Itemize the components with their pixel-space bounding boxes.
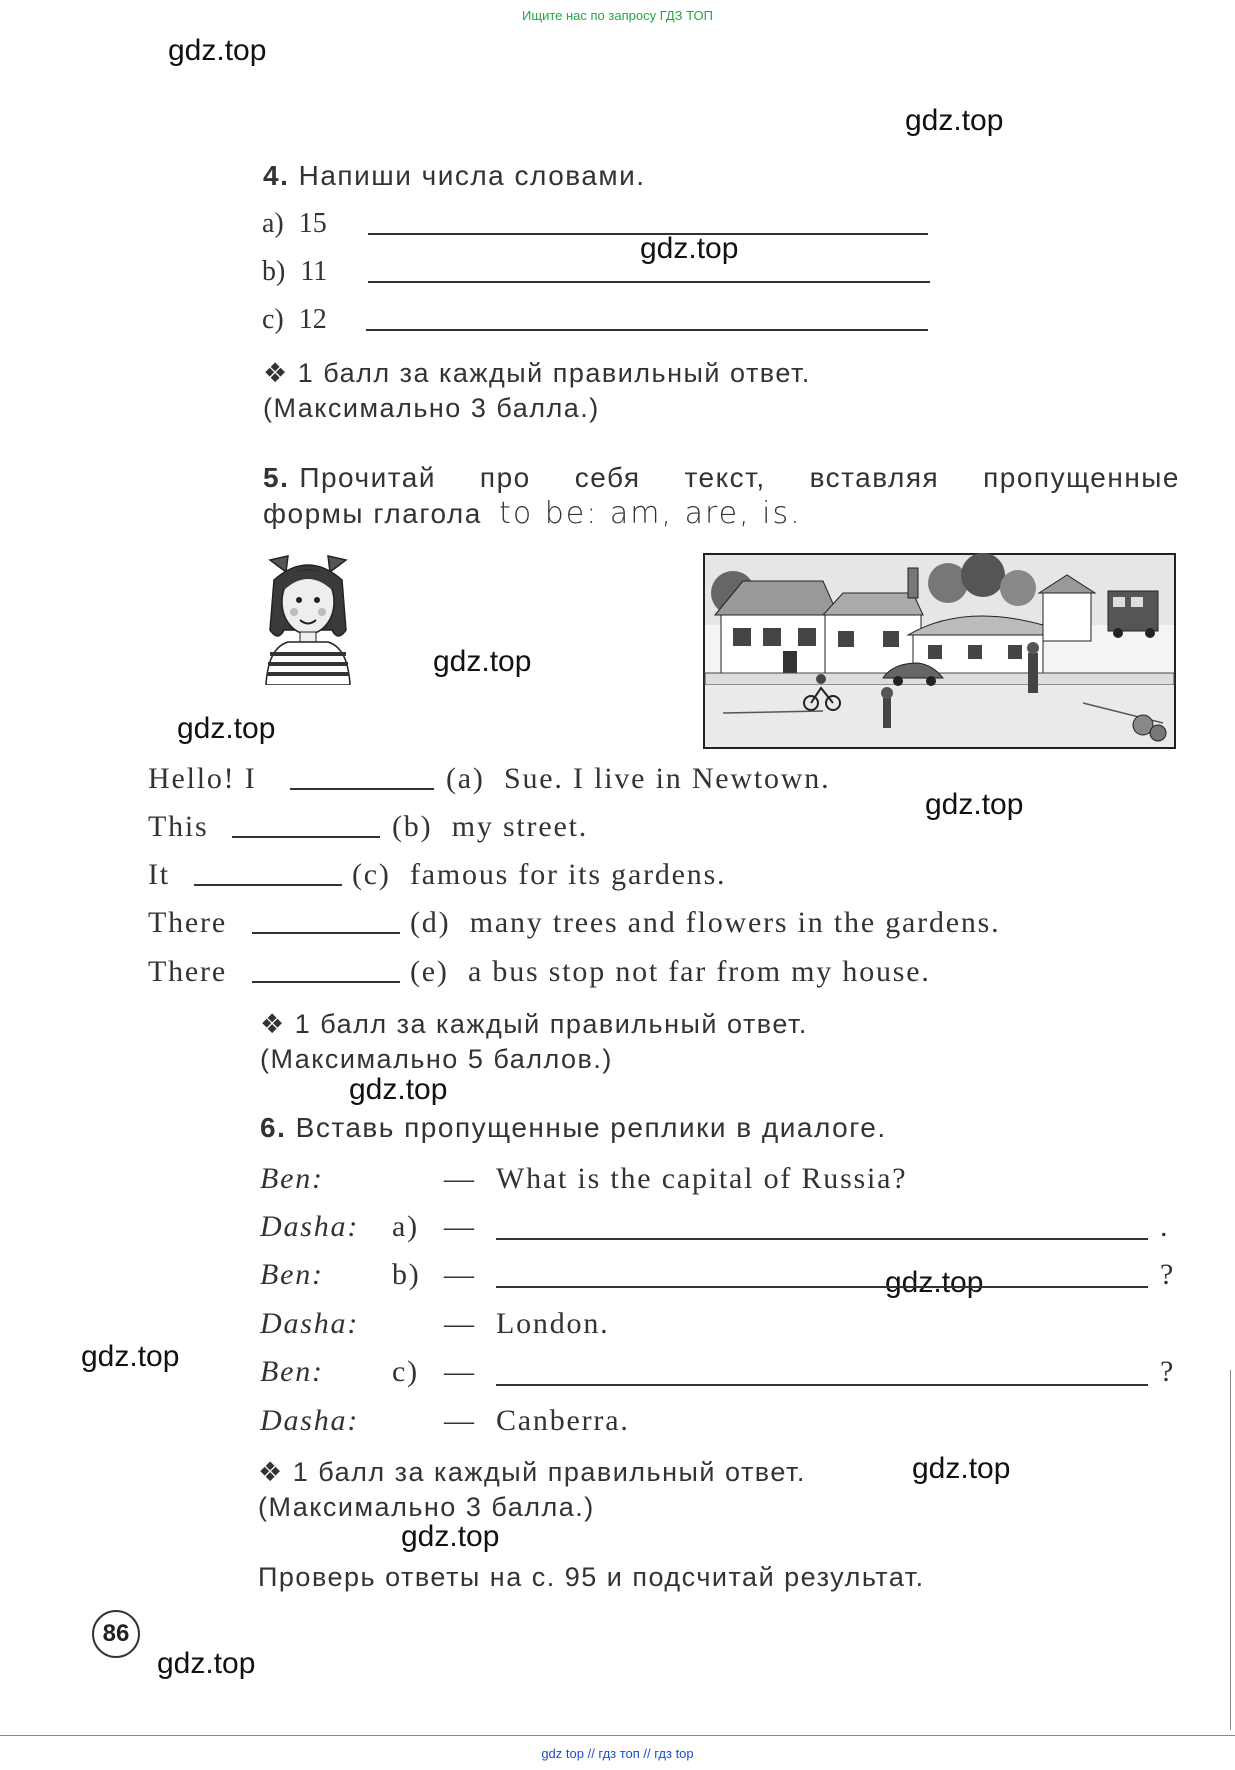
item-letter: c) (262, 304, 284, 335)
dialogue-dash: — (444, 1355, 476, 1388)
task4-number: 4. (263, 160, 290, 191)
watermark: gdz.top (640, 232, 739, 265)
watermark: gdz.top (401, 1520, 500, 1553)
dialogue-speaker: Ben: (260, 1162, 324, 1195)
task5-sentence-e (148, 955, 227, 989)
sentence-start: It (148, 858, 170, 891)
task5-number: 5. (263, 462, 290, 493)
task5-title: Прочитай про себя текст, вставляя пропущенные (299, 462, 1180, 493)
sentence-letter: (d) (410, 906, 451, 939)
sentence-end: Sue. I live in Newtown. (504, 762, 831, 795)
answer-line[interactable] (252, 981, 400, 983)
task6-number: 6. (260, 1112, 287, 1143)
dialogue-speaker: Dasha: (260, 1307, 360, 1340)
sentence-letter: (b) (392, 810, 433, 843)
watermark: gdz.top (177, 712, 276, 745)
task4-item-c (262, 304, 327, 336)
task5-sentence-d (148, 906, 227, 940)
task5-sentence-b (148, 810, 209, 844)
dialogue-speaker: Ben: (260, 1258, 324, 1291)
task5-sentence-a (148, 762, 257, 796)
task5-heading (263, 462, 1180, 531)
dialogue-line: London. (496, 1307, 610, 1340)
girl-illustration (258, 550, 358, 685)
watermark: gdz.top (81, 1340, 180, 1373)
task4-score (263, 356, 811, 426)
dialogue-line: What is the capital of Russia? (496, 1162, 908, 1195)
answer-line[interactable] (496, 1238, 1148, 1240)
watermark: gdz.top (925, 788, 1024, 821)
task4-heading (263, 160, 646, 192)
answer-line[interactable] (496, 1286, 1148, 1288)
task4-title: Напиши числа словами. (298, 160, 646, 191)
sentence-end: my street. (451, 810, 589, 843)
item-value: 15 (298, 208, 327, 239)
page-edge (1230, 1370, 1231, 1730)
task5-title-line1 (263, 462, 1180, 494)
page-number: 86 (92, 1610, 140, 1658)
dialogue-dash: — (444, 1404, 476, 1437)
score-max: (Максимально 3 балла.) (258, 1492, 595, 1522)
dialogue-dash: — (444, 1162, 476, 1195)
task6-heading (260, 1112, 887, 1144)
dialogue-speaker: Ben: (260, 1355, 324, 1388)
answer-line[interactable] (496, 1384, 1148, 1386)
sentence-start: There (148, 906, 227, 939)
task5-sentence-c-rest (352, 858, 726, 892)
dialogue-speaker: Dasha: (260, 1404, 360, 1437)
dialogue-end-mark: . (1160, 1210, 1170, 1243)
watermark: gdz.top (349, 1073, 448, 1106)
top-banner[interactable]: Ищите нас по запросу ГДЗ ТОП (522, 8, 713, 23)
task6-score (258, 1455, 806, 1525)
task5-score (260, 1007, 808, 1077)
task5-title-line2 (263, 496, 1180, 531)
answer-line[interactable] (368, 233, 928, 235)
score-max: (Максимально 3 балла.) (263, 393, 600, 423)
task5-verb-forms: to be: am, are, is. (499, 496, 802, 531)
watermark: gdz.top (157, 1647, 256, 1680)
street-illustration (703, 553, 1176, 749)
task4-item-a (262, 208, 327, 240)
sentence-end: many trees and flowers in the gardens. (469, 906, 1001, 939)
answer-line[interactable] (368, 281, 930, 283)
dialogue-speaker: Dasha: (260, 1210, 360, 1243)
dialogue-line: Canberra. (496, 1404, 630, 1437)
item-value: 11 (300, 256, 328, 287)
answer-line[interactable] (366, 329, 928, 331)
watermark: gdz.top (433, 645, 532, 678)
check-results-text: Проверь ответы на с. 95 и подсчитай результат. (258, 1562, 925, 1592)
dialogue-letter: a) (392, 1210, 419, 1243)
dialogue-dash: — (444, 1307, 476, 1340)
footer-links[interactable]: gdz top // гдз топ // гдз top (541, 1746, 694, 1761)
dialogue-dash: — (444, 1258, 476, 1291)
task5-title-prefix: формы глагола (263, 498, 482, 529)
score-text: ❖ 1 балл за каждый правильный ответ. (263, 358, 811, 388)
watermark: gdz.top (168, 34, 267, 67)
watermark: gdz.top (912, 1452, 1011, 1485)
task5-sentence-d-rest (410, 906, 1000, 940)
score-max: (Максимально 5 баллов.) (260, 1044, 613, 1074)
sentence-start: There (148, 955, 227, 988)
sentence-start: This (148, 810, 209, 843)
answer-line[interactable] (194, 884, 342, 886)
sentence-start: Hello! I (148, 762, 257, 795)
score-text: ❖ 1 балл за каждый правильный ответ. (258, 1457, 806, 1487)
bottom-divider (0, 1735, 1235, 1736)
dialogue-letter: b) (392, 1258, 421, 1291)
dialogue-dash: — (444, 1210, 476, 1243)
item-letter: a) (262, 208, 284, 239)
watermark: gdz.top (885, 1266, 984, 1299)
sentence-end: famous for its gardens. (410, 858, 727, 891)
task5-sentence-e-rest (410, 955, 931, 989)
item-value: 12 (298, 304, 327, 335)
sentence-end: a bus stop not far from my house. (468, 955, 931, 988)
task6-title: Вставь пропущенные реплики в диалоге. (295, 1112, 887, 1143)
item-letter: b) (262, 256, 286, 287)
task5-sentence-a-rest (446, 762, 830, 796)
sentence-letter: (e) (410, 955, 449, 988)
watermark: gdz.top (905, 104, 1004, 137)
task5-sentence-c (148, 858, 170, 892)
task4-item-b (262, 256, 327, 288)
task5-sentence-b-rest (392, 810, 588, 844)
dialogue-end-mark: ? (1160, 1258, 1176, 1291)
answer-line[interactable] (290, 788, 434, 790)
sentence-letter: (c) (352, 858, 391, 891)
score-text: ❖ 1 балл за каждый правильный ответ. (260, 1009, 808, 1039)
sentence-letter: (a) (446, 762, 485, 795)
answer-line[interactable] (232, 836, 380, 838)
answer-line[interactable] (252, 932, 400, 934)
dialogue-letter: c) (392, 1355, 419, 1388)
dialogue-end-mark: ? (1160, 1355, 1176, 1388)
